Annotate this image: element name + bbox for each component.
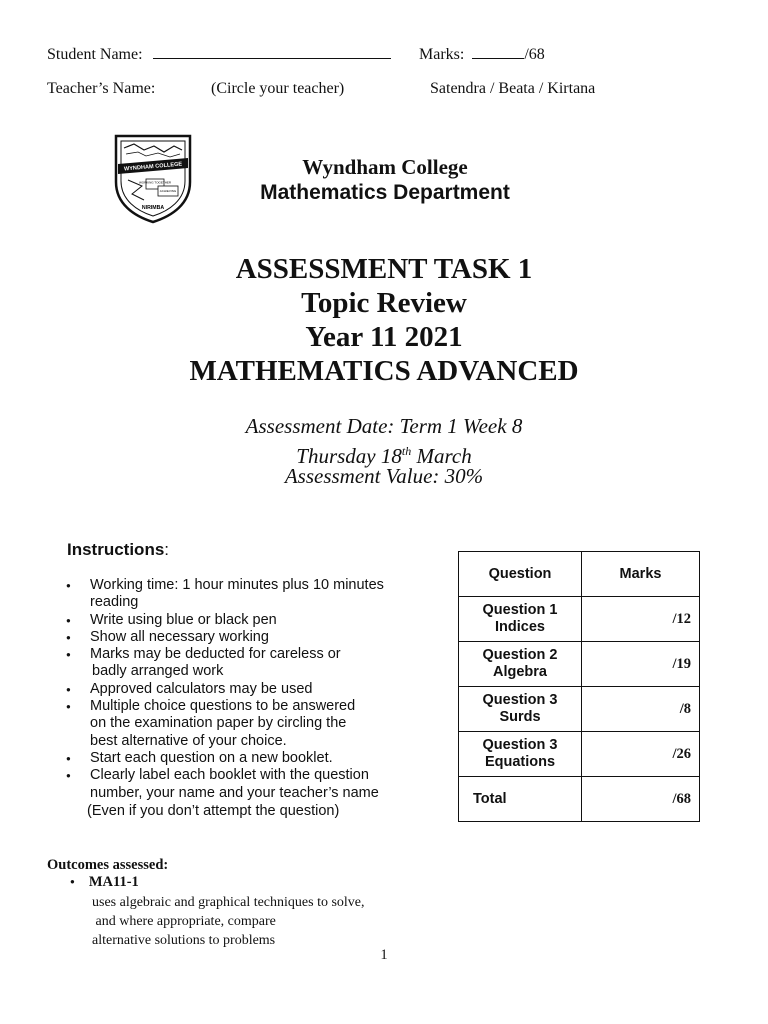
- question-number: Question 3: [482, 692, 558, 708]
- instruction-text: ● Working time: 1 hour minutes plus 10 minutes: [90, 577, 384, 593]
- table-header-row: [459, 552, 700, 597]
- question-topic: Surds: [499, 709, 541, 725]
- instruction-text: badly arranged work: [92, 663, 224, 680]
- student-name-field[interactable]: [153, 44, 391, 59]
- question-number: Question 1: [482, 602, 558, 618]
- marks-field[interactable]: [472, 44, 524, 59]
- instruction-text: ● Multiple choice questions to be answered: [90, 698, 356, 715]
- teacher-instruction: (Circle your teacher): [211, 80, 345, 97]
- instruction-item: [66, 577, 426, 612]
- assessment-day-rest: March: [411, 444, 472, 468]
- title-line-3: Year 11 2021: [305, 321, 463, 353]
- question-topic: Indices: [495, 619, 545, 635]
- instruction-item: [66, 698, 426, 750]
- total-label: Total: [459, 777, 582, 822]
- table-row: [459, 732, 700, 777]
- instruction-text: ● Start each question on a new booklet.: [90, 749, 333, 766]
- table-row: [459, 687, 700, 732]
- instruction-text: on the examination paper by circling the: [90, 715, 347, 732]
- instruction-note: (Even if you don’t attempt the question): [87, 803, 340, 819]
- question-cell: [459, 732, 582, 777]
- instruction-text: best alternative of your choice.: [90, 732, 287, 749]
- question-cell: [459, 687, 582, 732]
- instruction-text: ● Approved calculators may be used: [90, 680, 313, 697]
- student-name-label: Student Name:: [47, 46, 143, 63]
- question-topic: Algebra: [493, 664, 547, 680]
- marks-total: /68: [524, 46, 545, 63]
- instruction-item: [66, 767, 426, 802]
- instructions-heading: [67, 540, 169, 560]
- instructions-title: Instructions: [67, 540, 165, 559]
- total-marks-cell[interactable]: /68: [582, 777, 700, 822]
- marks-label: Marks:: [419, 46, 465, 63]
- outcome-description: [92, 893, 365, 950]
- marks-table: [458, 551, 700, 822]
- table-row: [459, 642, 700, 687]
- column-header-marks: Marks: [582, 552, 700, 597]
- question-number: Question 3: [482, 737, 558, 753]
- instruction-item: [66, 612, 426, 629]
- marks-cell[interactable]: /19: [582, 642, 700, 687]
- instruction-item: [66, 681, 426, 698]
- student-name-row: [47, 44, 391, 64]
- question-cell: [459, 597, 582, 642]
- college-crest-logo: [112, 134, 194, 224]
- assessment-day-suffix: th: [401, 444, 412, 458]
- outcome-desc-line: uses algebraic and graphical techniques to solve,: [92, 895, 365, 910]
- outcomes-title: Outcomes assessed:: [47, 857, 169, 873]
- crest-motto-1: WORKING TOGETHER: [138, 180, 172, 185]
- instruction-text: ● Clearly label each booklet with the question: [90, 767, 369, 784]
- table-row: [459, 597, 700, 642]
- instructions-list: [66, 577, 426, 802]
- table-total-row: [459, 777, 700, 822]
- marks-row: [419, 44, 545, 64]
- page-number: 1: [380, 947, 388, 963]
- instruction-item: [66, 750, 426, 767]
- outcome-code: ● MA11-1: [70, 874, 139, 891]
- teacher-label: Teacher’s Name:: [47, 80, 156, 97]
- instruction-item: [66, 629, 426, 646]
- marks-cell[interactable]: /8: [582, 687, 700, 732]
- title-line-4: MATHEMATICS ADVANCED: [189, 355, 579, 387]
- column-header-question: Question: [459, 552, 582, 597]
- marks-cell[interactable]: /12: [582, 597, 700, 642]
- assessment-date: Assessment Date: Term 1 Week 8: [245, 414, 523, 438]
- title-line-1: ASSESSMENT TASK 1: [235, 253, 533, 285]
- title-line-2: Topic Review: [301, 287, 467, 319]
- crest-banner-text: WYNDHAM COLLEGE: [123, 161, 183, 173]
- assessment-day-prefix: Thursday 18: [296, 444, 402, 468]
- question-topic: Equations: [484, 754, 556, 770]
- instruction-text: ● Show all necessary working: [90, 628, 269, 645]
- assessment-value: Assessment Value: 30%: [284, 464, 484, 488]
- outcome-desc-line: alternative solutions to problems: [92, 933, 276, 948]
- instructions-colon: :: [164, 540, 170, 559]
- instruction-text: ● Write using blue or black pen: [90, 611, 277, 628]
- crest-motto-2: ACHIEVING: [159, 189, 177, 193]
- teacher-options[interactable]: Satendra / Beata / Kirtana: [430, 80, 596, 97]
- crest-base-text: NIRIMBA: [141, 205, 165, 211]
- marks-cell[interactable]: /26: [582, 732, 700, 777]
- question-number: Question 2: [482, 647, 558, 663]
- college-name: Wyndham College: [302, 155, 468, 179]
- department-name: Mathematics Department: [260, 181, 510, 204]
- question-cell: [459, 642, 582, 687]
- outcome-desc-line: and where appropriate, compare: [92, 914, 276, 929]
- instruction-text: number, your name and your teacher’s name: [90, 784, 379, 801]
- instruction-item: [66, 646, 426, 681]
- instruction-text: reading: [90, 594, 139, 611]
- instruction-text: ● Marks may be deducted for careless or: [90, 646, 341, 663]
